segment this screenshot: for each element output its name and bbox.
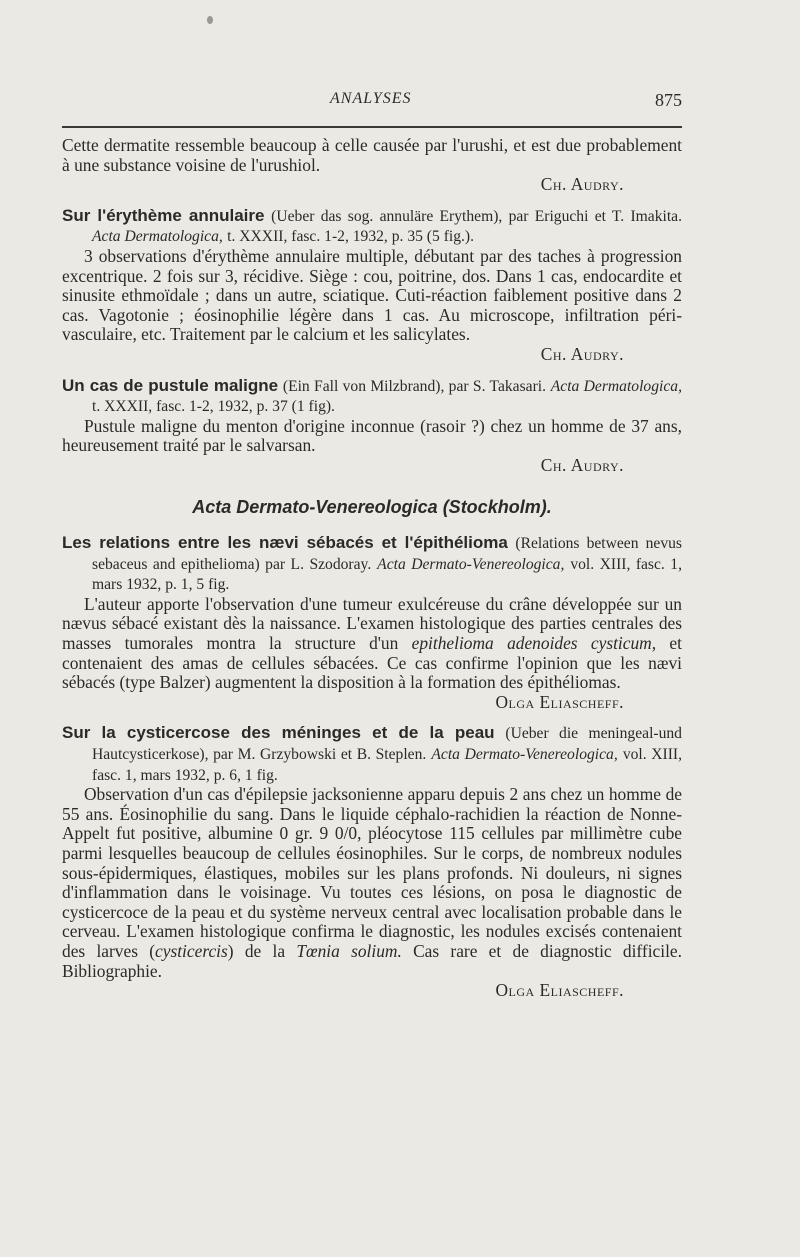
article-reference: (Ein Fall von Milzbrand), par S. Takasari. — [282, 377, 546, 395]
article-heading — [62, 723, 682, 785]
article-title: Sur la cysticercose des méninges et de la peau — [62, 723, 495, 743]
article-heading — [62, 206, 682, 247]
article-body: Cette dermatite ressemble beaucoup à celle causée par l'urushi, et est due probablement à une substance voisine de l'urushiol. — [62, 135, 682, 175]
article-reference-details: vol. XIII, fasc. 1, mars 1932, p. 6, 1 fig. — [92, 746, 682, 784]
article-body — [62, 595, 682, 693]
journal-name: Acta Dermatologica, — [550, 377, 682, 395]
section-title: Acta Dermato-Venereologica (Stockholm). — [192, 496, 552, 517]
running-title: ANALYSES — [330, 90, 412, 107]
article-reference-details: t. XXXII, fasc. 1-2, 1932, p. 37 (1 fig). — [92, 398, 335, 416]
body-text: et contenaient des amas de cellules sébacées. Ce cas confirme l'opinion que les nævi sébacés (type Balzer) augmentent la disposition à la formation des épithéliomas. — [62, 633, 682, 693]
page-number: 875 — [655, 90, 682, 110]
article-body: Pustule maligne du menton d'origine inconnue (rasoir ?) chez un homme de 37 ans, heureusement traité par le salvarsan. — [62, 415, 682, 456]
article-body: 3 observations d'érythème annulaire multiple, débutant par des taches à progression excentrique. 2 fois sur 3, récidive. Siège : cou, poitrine, dos. Dans 1 cas, endocardite et sinusite ethmoïdale ; dans un autre, sciatique. Cuti-réaction faiblement positive dans 2 cas. Vagotonie ; éosinophilie légère dans 1 cas. Au microscope, infiltration péri-vasculaire, etc. Traitement par le calcium et les salicylates. — [62, 245, 682, 345]
journal-name: Acta Dermato-Venereologica, — [377, 555, 565, 573]
body-text: ) de la — [227, 940, 286, 961]
article-reference: (Ueber das sog. annuläre Erythem), par Eriguchi et T. Imakita. — [271, 207, 682, 225]
article-title: Les relations entre les nævi sébacés et l'épithélioma — [62, 533, 508, 553]
article-signature: Ch. Audry. — [540, 454, 624, 475]
page-header — [62, 90, 682, 120]
body-text: L'auteur apporte l'observation d'une tumeur exulcéreuse du crâne développée sur un nævus sébacé existant dès la naissance. L'examen histologique des parties centrales des masses tumorales montra la structure d'un — [62, 593, 682, 654]
body-italic-text: Tœnia solium. — [296, 940, 402, 961]
body-text: Cas rare et de diagnostic difficile. Bibliographie. — [62, 940, 682, 981]
article-reference-details: vol. XIII, fasc. 1, mars 1932, p. 1, 5 fig. — [92, 555, 682, 594]
article-heading — [62, 376, 682, 417]
body-text: Observation d'un cas d'épilepsie jacksonienne apparu depuis 2 ans chez un homme de 55 ans. Éosinophilie du sang. Dans le liquide céphalo-rachidien la réaction de Nonne-Appelt fut positive, albumine 0 gr. 9 0/0, pléocytose 115 cellules par millimètre cube parmi lesquelles beaucoup de cellules éosinophiles. Sur le corps, de nombreux nodules sous-épidermiques, élastiques, mobiles sur les plans profonds. Ni douleurs, ni signes d'inflammation dans le voisinage. Vu toutes ces lésions, on posa le diagnostic de cysticercoce de la peau et du système nerveux central avec localisation probable dans le cerveau. L'examen histologique confirma le diagnostic, les nodules excisés contenaient des larves ( — [62, 784, 682, 961]
ink-spot — [207, 16, 213, 24]
article-signature: Olga Eliascheff. — [495, 980, 624, 1001]
journal-name: Acta Dermatologica, — [92, 228, 223, 246]
article-reference: (Relations between nevus sebaceus and epithelioma) par L. Szodoray. — [92, 535, 682, 573]
article-title: Sur l'érythème annulaire — [62, 205, 265, 225]
article-signature: Ch. Audry. — [540, 343, 624, 364]
article-heading — [62, 533, 682, 595]
header-rule — [62, 126, 682, 128]
article-body — [62, 785, 682, 981]
body-italic-text: cysticercis — [155, 940, 228, 961]
article-reference: (Ueber die meningeal-und Hautcysticerkose), par M. Grzybowski et B. Steplen. — [92, 725, 682, 764]
article-signature: Olga Eliascheff. — [495, 691, 624, 712]
body-italic-text: epithelioma adenoides cysticum, — [411, 633, 657, 654]
page-content — [62, 136, 682, 1012]
article-signature: Ch. Audry. — [540, 174, 624, 195]
article-title: Un cas de pustule maligne — [62, 375, 279, 395]
article-reference-details: t. XXXII, fasc. 1-2, 1932, p. 35 (5 fig.). — [227, 228, 475, 246]
journal-name: Acta Dermato-Venereologica, — [431, 746, 618, 764]
